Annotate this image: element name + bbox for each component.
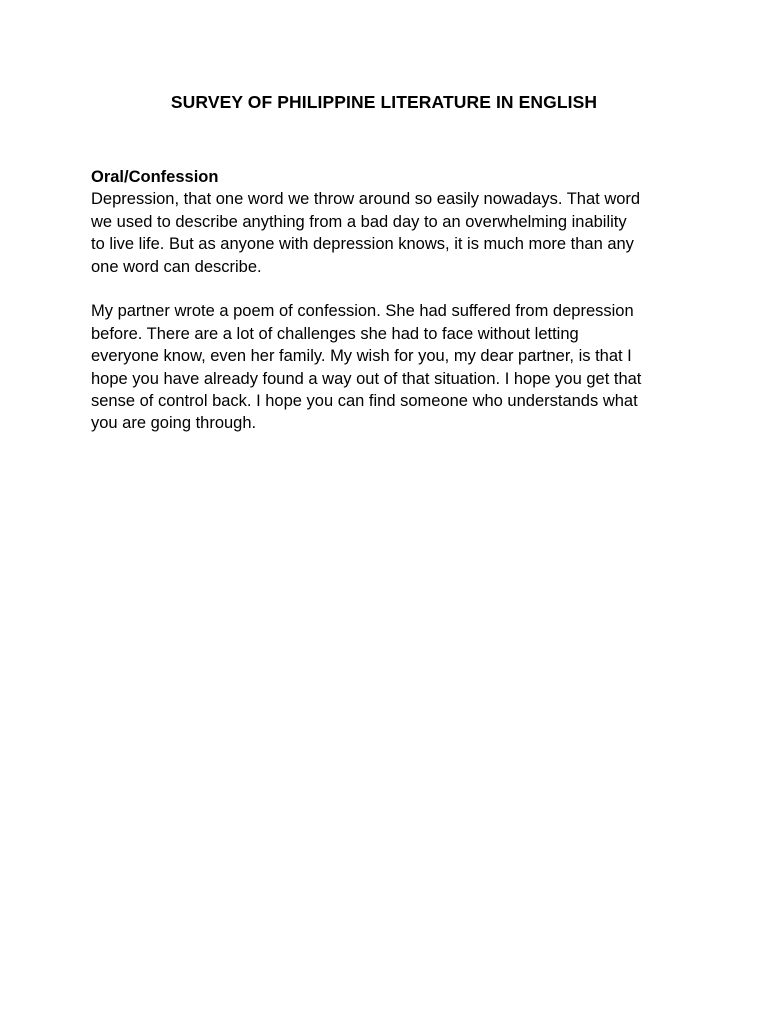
document-title: SURVEY OF PHILIPPINE LITERATURE IN ENGLISH [170, 92, 598, 112]
paragraph-line: sense of control back. I hope you can find someone who understands what [91, 392, 638, 411]
document-body [91, 166, 691, 435]
paragraph-line: My partner wrote a poem of confession. She had suffered from depression [91, 302, 634, 321]
paragraph-line: hope you have already found a way out of that situation. I hope you get that [91, 369, 642, 388]
paragraph-line: before. There are a lot of challenges she had to face without letting [91, 324, 579, 343]
paragraph-intro [91, 188, 691, 278]
paragraph-line: to live life. But as anyone with depression knows, it is much more than any [91, 235, 634, 254]
paragraph-line: everyone know, even her family. My wish for you, my dear partner, is that I [91, 347, 632, 366]
paragraph-line: Depression, that one word we throw around so easily nowadays. That word [91, 190, 641, 209]
section-heading: Oral/Confession [91, 168, 219, 186]
paragraph-line: one word can describe. [91, 257, 262, 276]
paragraph-reflection [91, 300, 691, 434]
paragraph-line: we used to describe anything from a bad day to an overwhelming inability [91, 212, 627, 231]
paragraph-line: you are going through. [91, 414, 257, 433]
